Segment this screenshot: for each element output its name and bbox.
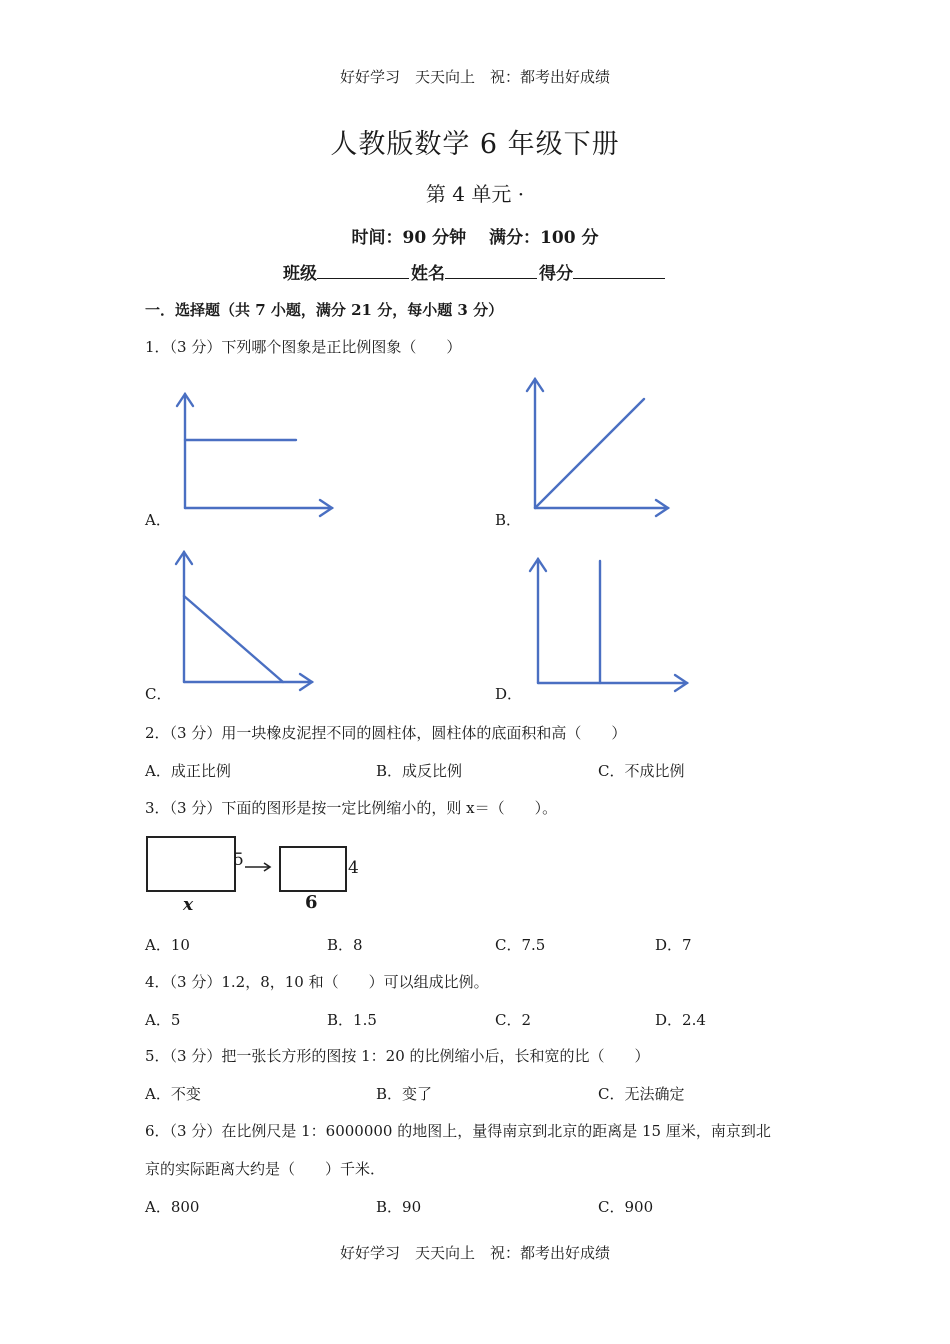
q1-graph-b <box>520 375 675 520</box>
q1-label-b: B． <box>495 511 522 529</box>
q5-option-a[interactable]: A．不变 <box>145 1085 201 1103</box>
class-label: 班级 <box>283 264 317 284</box>
q3-option-a[interactable]: A．10 <box>145 936 190 954</box>
q3-large-width-label: x <box>183 895 194 915</box>
q5-option-b[interactable]: B．变了 <box>376 1085 433 1103</box>
question-4-stem: 4．（3 分）1.2，8，10 和（ ）可以组成比例。 <box>145 973 489 991</box>
q2-option-c[interactable]: C．不成比例 <box>598 762 685 780</box>
q1-graph-c <box>170 548 320 690</box>
q3-small-rectangle <box>279 846 347 892</box>
q3-small-width-label: 6 <box>305 892 318 913</box>
q1-label-a: A． <box>145 511 171 529</box>
student-fields <box>0 259 950 284</box>
q2-option-b[interactable]: B．成反比例 <box>376 762 463 780</box>
unit-subtitle: 第 4 单元 · <box>425 182 525 206</box>
question-6-stem-line1: 6．（3 分）在比例尺是 1：6000000 的地图上，量得南京到北京的距离是 15 厘米，南京到北 <box>145 1122 771 1140</box>
question-1-stem: 1．（3 分）下列哪个图象是正比例图象（ ） <box>145 338 462 356</box>
q3-option-b[interactable]: B．8 <box>327 936 363 954</box>
q6-option-a[interactable]: A．800 <box>145 1198 200 1216</box>
score-blank[interactable] <box>573 260 665 279</box>
q2-option-a[interactable]: A．成正比例 <box>145 762 231 780</box>
q4-option-a[interactable]: A．5 <box>145 1011 181 1029</box>
q1-graph-a <box>170 388 340 520</box>
q3-large-height-label: 5 <box>233 850 244 870</box>
page-header: 好好学习 天天向上 祝：都考出好成绩 <box>339 68 610 86</box>
q3-option-c[interactable]: C．7.5 <box>495 936 546 954</box>
q3-arrow <box>245 860 273 874</box>
q6-option-c[interactable]: C．900 <box>598 1198 654 1216</box>
q1-label-d: D． <box>495 685 523 703</box>
name-blank[interactable] <box>445 260 537 279</box>
q4-option-c[interactable]: C．2 <box>495 1011 532 1029</box>
question-6-stem-line2: 京的实际距离大约是（ ）千米． <box>145 1160 386 1178</box>
score-label: 得分 <box>539 264 573 284</box>
q4-option-d[interactable]: D．2.4 <box>655 1011 706 1029</box>
page-title: 人教版数学 6 年级下册 <box>330 129 620 160</box>
time-score-info: 时间：90 分钟 满分：100 分 <box>351 228 599 248</box>
q1-graph-d <box>522 555 692 692</box>
class-blank[interactable] <box>317 260 409 279</box>
q6-option-b[interactable]: B．90 <box>376 1198 422 1216</box>
page-footer: 好好学习 天天向上 祝：都考出好成绩 <box>339 1244 610 1262</box>
question-3-stem: 3．（3 分）下面的图形是按一定比例缩小的，则 x＝（ ）。 <box>145 799 558 817</box>
q3-option-d[interactable]: D．7 <box>655 936 692 954</box>
q1-label-c: C． <box>145 685 172 703</box>
question-5-stem: 5．（3 分）把一张长方形的图按 1：20 的比例缩小后，长和宽的比（ ） <box>145 1047 650 1065</box>
name-label: 姓名 <box>411 264 445 284</box>
section-heading: 一．选择题（共 7 小题，满分 21 分，每小题 3 分） <box>145 301 504 319</box>
q5-option-c[interactable]: C．无法确定 <box>598 1085 685 1103</box>
question-2-stem: 2．（3 分）用一块橡皮泥捏不同的圆柱体，圆柱体的底面积和高（ ） <box>145 724 627 742</box>
q3-large-rectangle <box>146 836 236 892</box>
q3-small-height-label: 4 <box>348 858 359 878</box>
q4-option-b[interactable]: B．1.5 <box>327 1011 377 1029</box>
